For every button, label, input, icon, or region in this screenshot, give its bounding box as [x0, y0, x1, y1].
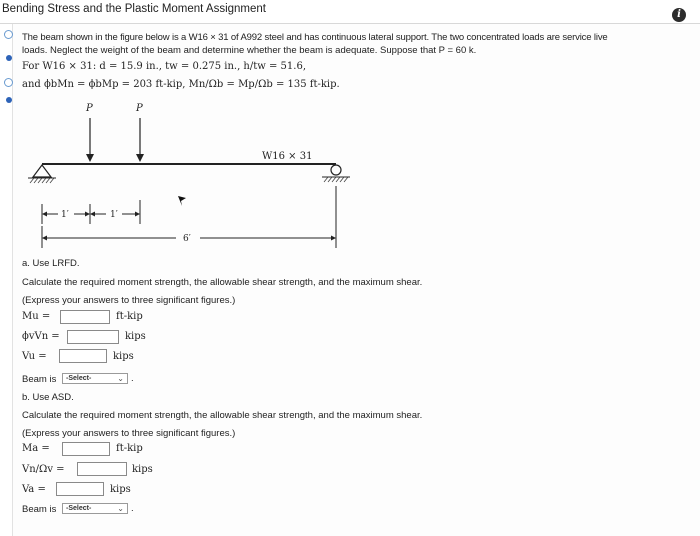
problem-text-line-4: and ϕbMn = ϕbMp = 203 ft-kip, Mn/Ωb = Mp/Ωb = 135 ft-kip.	[22, 79, 340, 90]
info-icon[interactable]: i	[672, 8, 686, 22]
problem-text-line-3: For W16 × 31: d = 15.9 in., tw = 0.275 in., h/tw = 51.6,	[22, 61, 307, 72]
load-arrowhead-2	[136, 154, 144, 162]
pin-support	[33, 165, 51, 177]
roller-hatch	[324, 177, 348, 182]
part-b-beam-label: Beam is	[22, 504, 57, 515]
part-a-note: (Express your answers to three significant figures.)	[22, 295, 236, 306]
part-b-heading: b. Use ASD.	[22, 392, 74, 403]
sidebar-status-icon	[6, 55, 12, 61]
page-title: Bending Stress and the Plastic Moment Assignment	[2, 3, 267, 15]
ma-unit: ft-kip	[116, 443, 143, 454]
load-label-2: P	[136, 103, 143, 114]
part-a-beam-select-value: -Select-	[66, 375, 92, 382]
vu-unit: kips	[113, 351, 134, 362]
chevron-down-icon: ⌄	[117, 374, 124, 383]
sidebar-status-icon	[4, 78, 13, 87]
part-b-note: (Express your answers to three significant figures.)	[22, 428, 236, 439]
vu-label: Vu =	[22, 351, 47, 362]
part-a-heading: a. Use LRFD.	[22, 258, 80, 269]
chevron-down-icon: ⌄	[117, 504, 124, 513]
period: .	[131, 503, 134, 514]
dim-label-1: 1′	[61, 210, 69, 220]
sidebar-status-icon	[4, 30, 13, 39]
part-b-beam-select[interactable]	[62, 503, 128, 514]
part-a-beam-label: Beam is	[22, 374, 57, 385]
mouse-cursor-icon	[178, 196, 186, 206]
dim-label-2: 1′	[110, 210, 118, 220]
problem-text-line-2: loads. Neglect the weight of the beam and determine whether the beam is adequate. Suppose that P = 60 k.	[22, 45, 477, 56]
va-unit: kips	[110, 484, 131, 495]
phivn-label: ϕvVn =	[22, 331, 60, 342]
ma-label: Ma =	[22, 443, 50, 454]
part-a-instruction: Calculate the required moment strength, the allowable shear strength, and the maximum shear.	[22, 277, 423, 288]
part-a-beam-select[interactable]	[62, 373, 128, 384]
va-label: Va =	[22, 484, 46, 495]
load-arrowhead-1	[86, 154, 94, 162]
part-b-beam-select-value: -Select-	[66, 505, 92, 512]
ma-input[interactable]	[62, 442, 110, 456]
vn-omega-unit: kips	[132, 464, 153, 475]
mu-input[interactable]	[60, 310, 110, 324]
vn-omega-input[interactable]	[77, 462, 127, 476]
beam-figure	[0, 90, 360, 255]
period: .	[131, 373, 134, 384]
pin-hatch	[30, 178, 54, 183]
mu-label: Mu =	[22, 311, 51, 322]
vn-omega-label: Vn/Ωv =	[22, 464, 65, 475]
section-label: W16 × 31	[262, 151, 313, 162]
span-label: 6′	[183, 234, 191, 244]
mu-unit: ft-kip	[116, 311, 143, 322]
roller-support	[331, 165, 341, 175]
part-b-instruction: Calculate the required moment strength, the allowable shear strength, and the maximum shear.	[22, 410, 423, 421]
phivn-unit: kips	[125, 331, 146, 342]
vu-input[interactable]	[59, 349, 107, 363]
phivn-input[interactable]	[67, 330, 119, 344]
va-input[interactable]	[56, 482, 104, 496]
problem-text-line-1: The beam shown in the figure below is a W16 × 31 of A992 steel and has continuous lateral support. The two concentrated loads are service live	[22, 32, 608, 43]
load-label-1: P	[86, 103, 93, 114]
